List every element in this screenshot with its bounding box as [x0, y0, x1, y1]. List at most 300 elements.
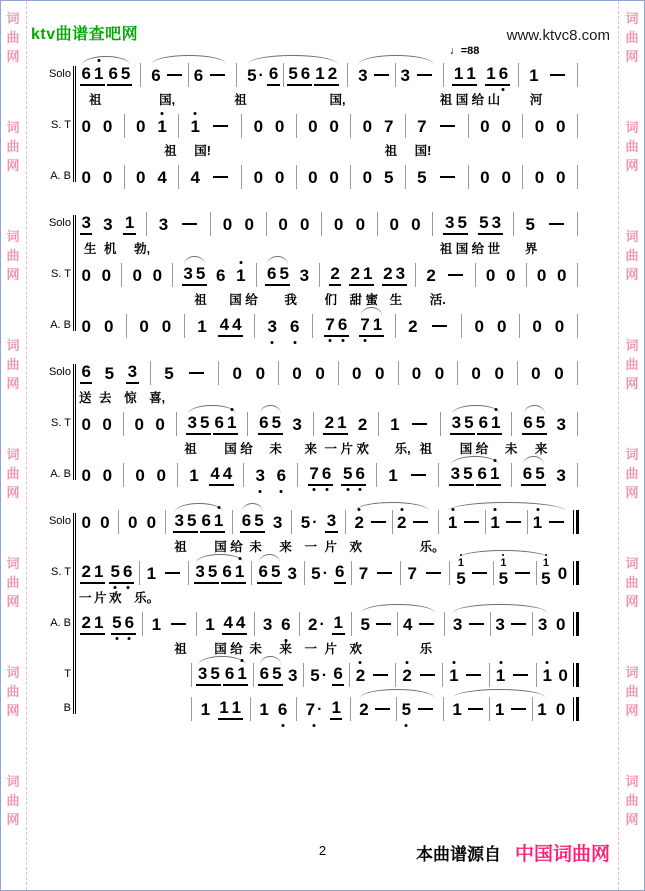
barline — [165, 510, 166, 534]
note-digit — [307, 168, 319, 187]
digit: 2 — [350, 264, 360, 283]
digit: 3 — [556, 465, 566, 485]
beamed-note-group — [123, 213, 135, 235]
note-token — [310, 564, 330, 583]
note-token — [156, 117, 168, 136]
watermark-char: 网 — [625, 267, 639, 282]
note-digit — [500, 117, 512, 136]
digit: 3 — [81, 213, 91, 232]
note-token — [163, 364, 175, 383]
digit: 0 — [101, 265, 112, 285]
digit: 0 — [253, 116, 264, 136]
dash-note — [419, 623, 434, 625]
note-digit — [173, 511, 185, 530]
note-token — [131, 266, 143, 285]
lyric: 国 给 — [214, 642, 243, 656]
note-digit — [80, 513, 92, 532]
note-digit — [80, 613, 92, 632]
note-digit — [359, 315, 371, 334]
digit: 5 — [417, 167, 427, 187]
note-digit — [470, 364, 482, 383]
notes-row — [79, 609, 580, 639]
note-digit — [555, 117, 567, 136]
stave-label-b: B — [63, 702, 71, 714]
note-digit — [425, 266, 437, 285]
lyrics-row — [79, 439, 580, 456]
stave-label-ab: A. B — [50, 468, 71, 480]
watermark-char: 曲 — [625, 684, 639, 699]
watermark-char: 曲 — [6, 30, 20, 45]
digit: 3 — [299, 265, 310, 285]
note-token — [387, 466, 399, 485]
note-token — [497, 558, 509, 588]
stave-st — [51, 260, 580, 307]
note-token — [361, 117, 373, 136]
lyric: 祖 — [164, 144, 177, 158]
watermark-char: 网 — [6, 376, 20, 391]
note-digit — [555, 466, 567, 485]
note-digit — [252, 168, 264, 187]
dash-note — [165, 572, 180, 574]
barline — [243, 463, 244, 487]
note-token — [150, 615, 162, 634]
barline — [398, 361, 399, 385]
slur-group — [185, 413, 239, 435]
note-token — [304, 700, 324, 719]
note-digit — [138, 317, 150, 336]
barline — [397, 612, 398, 636]
site-name-link[interactable]: ktv曲谱查吧网 — [31, 26, 139, 43]
beamed-note-group — [194, 562, 219, 584]
note-token — [382, 168, 394, 187]
lyric: 河 — [529, 93, 543, 107]
note-digit — [555, 415, 567, 434]
note-token — [536, 700, 548, 719]
note-token — [350, 364, 362, 383]
digit: 0 — [81, 316, 91, 336]
note-digit — [406, 564, 418, 583]
stave-label-solo: Solo — [48, 68, 71, 80]
barline — [139, 561, 140, 585]
note-token — [280, 615, 292, 634]
barline — [251, 561, 252, 585]
slur-group — [172, 511, 226, 533]
digit: 0 — [81, 414, 91, 434]
octave-dot-below — [313, 488, 316, 491]
note-digit — [350, 364, 362, 383]
note-digit — [100, 266, 112, 285]
barline — [443, 63, 444, 87]
watermark-char: 词 — [625, 556, 639, 571]
note-digit — [252, 117, 264, 136]
note-token — [484, 266, 496, 285]
note-token — [157, 215, 169, 234]
note-digit — [410, 215, 422, 234]
beamed-note-group — [258, 413, 283, 435]
note-digit — [356, 415, 368, 434]
note-digit — [291, 415, 303, 434]
note-token — [196, 317, 208, 336]
digit: 3 — [287, 665, 298, 685]
note-token — [524, 215, 536, 234]
stave-label-st: S. T — [51, 268, 71, 280]
digit: 3 — [255, 465, 266, 485]
note-digit — [357, 66, 369, 85]
source-site-link[interactable]: 中国词曲网 — [514, 844, 610, 865]
barline — [577, 165, 578, 189]
note-digit — [109, 562, 121, 581]
note-digit — [286, 564, 298, 583]
note-digit — [455, 569, 467, 588]
digit: 0 — [471, 363, 481, 383]
digit: 5 — [457, 213, 467, 232]
beamed-note-group — [257, 562, 282, 584]
note-digit — [230, 698, 242, 717]
barline — [304, 561, 305, 585]
octave-dot-above — [359, 661, 362, 664]
note-token — [400, 700, 412, 719]
lyric: 国 给 — [214, 540, 243, 554]
note-token — [473, 317, 485, 336]
note-digit — [530, 364, 542, 383]
digit: 4 — [219, 315, 230, 334]
digit: 1 — [372, 315, 383, 334]
barline — [140, 63, 141, 87]
note-token — [138, 317, 150, 336]
lyric: 国 给 — [229, 293, 258, 307]
note-token — [500, 117, 512, 136]
octave-dot-above — [161, 112, 164, 115]
watermark-char: 网 — [6, 267, 20, 282]
stave-label-solo: Solo — [48, 515, 71, 527]
digit: 2 — [81, 613, 91, 632]
note-digit — [111, 613, 123, 632]
note-digit — [236, 664, 248, 683]
digit: 0 — [556, 116, 566, 136]
note-token — [80, 317, 92, 336]
note-token — [258, 700, 270, 719]
digit: 0 — [351, 363, 362, 383]
digit: 4 — [157, 167, 167, 187]
note-token — [357, 66, 369, 85]
digit: 0 — [375, 363, 385, 383]
digit: 7 — [325, 315, 335, 334]
beamed-note-group — [218, 315, 243, 337]
note-digit — [374, 364, 386, 383]
note-token — [533, 168, 545, 187]
digit: 1 — [226, 413, 237, 432]
watermark-char: 词 — [625, 774, 639, 789]
digit: 1 — [491, 413, 501, 432]
note-digit — [221, 215, 233, 234]
note-digit — [533, 168, 545, 187]
lyric: 乐, — [394, 442, 411, 456]
barline — [468, 165, 469, 189]
note-digit — [476, 464, 488, 483]
digit: 1 — [200, 699, 211, 719]
beamed-note-group — [200, 511, 225, 533]
octave-dot-below — [405, 724, 408, 727]
note-digit — [307, 615, 327, 634]
note-digit — [314, 364, 326, 383]
lyric: 生 — [389, 293, 403, 307]
note-digit — [298, 266, 310, 285]
digit: 0 — [139, 316, 149, 336]
beamed-note-group — [477, 413, 502, 435]
digit: 0 — [362, 116, 373, 136]
lyrics-row — [79, 639, 580, 656]
page-number: 2 — [318, 843, 327, 858]
augmentation-dot: · — [317, 700, 323, 718]
dash-note — [472, 572, 487, 574]
barline — [253, 663, 254, 687]
note-digit — [534, 464, 546, 483]
note-token — [101, 168, 113, 187]
note-digit — [534, 413, 546, 432]
note-token — [160, 317, 172, 336]
note-digit — [156, 117, 168, 136]
note-digit — [80, 117, 92, 136]
lyric: 勃, — [134, 242, 151, 256]
barline — [232, 510, 233, 534]
note-token — [254, 364, 266, 383]
note-digit — [145, 564, 157, 583]
digit: 0 — [136, 167, 146, 187]
note-digit — [334, 562, 346, 581]
lyric: 祖 — [384, 144, 398, 158]
barline — [461, 314, 462, 338]
slur-group — [450, 697, 549, 721]
octave-dot-above — [239, 261, 242, 264]
stave-ab — [50, 162, 580, 192]
octave-dot-above — [499, 661, 502, 664]
digit: 1 — [213, 511, 224, 530]
note-digit — [145, 513, 157, 532]
note-token — [356, 415, 368, 434]
watermark-char: 曲 — [625, 575, 639, 590]
digit: 0 — [156, 465, 166, 485]
digit: 5 — [360, 614, 370, 634]
note-token — [451, 700, 463, 719]
digit: 1 — [542, 557, 549, 569]
note-digit — [388, 215, 400, 234]
lyric: 机 — [104, 242, 117, 256]
digit: 6 — [477, 464, 487, 483]
digit: 0 — [333, 214, 344, 234]
digit: 1 — [190, 116, 200, 136]
beamed-note-group — [450, 413, 475, 435]
note-digit — [326, 64, 338, 83]
notes-row — [189, 660, 580, 690]
note-digit — [451, 615, 463, 634]
left-dashed-border — [26, 1, 27, 890]
watermark-char: 网 — [625, 49, 639, 64]
digit: 1 — [388, 465, 398, 485]
note-digit — [101, 168, 113, 187]
note-digit — [233, 562, 245, 581]
note-digit — [92, 562, 104, 581]
barline — [350, 165, 351, 189]
note-digit — [332, 215, 344, 234]
note-token — [189, 117, 201, 136]
lyric: 祖 — [89, 93, 102, 107]
note-digit — [371, 315, 383, 334]
barline — [297, 463, 298, 487]
lyric: 祖 — [234, 93, 247, 107]
note-token — [531, 513, 543, 532]
digit: 3 — [103, 214, 113, 234]
digit: 4 — [235, 613, 246, 632]
slur-group — [357, 697, 437, 721]
note-digit — [209, 664, 221, 683]
system-3 — [29, 358, 580, 490]
digit: 5 — [288, 64, 298, 83]
barline — [283, 63, 284, 87]
note-token — [401, 615, 413, 634]
note-digit — [479, 117, 491, 136]
note-token — [102, 317, 114, 336]
note-digit — [494, 615, 506, 634]
note-digit — [307, 117, 319, 136]
note-digit — [452, 64, 464, 83]
note-digit — [101, 415, 113, 434]
stave-label-ab: A. B — [50, 617, 71, 629]
note-digit — [299, 215, 311, 234]
lyric: 生 — [84, 242, 97, 256]
digit: 5 — [535, 464, 545, 483]
slur-group — [79, 64, 133, 86]
digit: 1 — [532, 512, 543, 532]
beamed-note-group — [240, 511, 265, 533]
beamed-note-group — [109, 562, 134, 584]
digit: 0 — [506, 265, 516, 285]
octave-dot-above — [452, 661, 455, 664]
note-digit — [269, 562, 281, 581]
note-digit — [182, 264, 194, 283]
digit: 1 — [237, 664, 247, 683]
digit: 3 — [127, 362, 138, 381]
digit: 6 — [268, 64, 279, 83]
note-digit — [462, 464, 474, 483]
note-digit — [101, 117, 113, 136]
digit: 1 — [457, 557, 464, 569]
note-digit — [325, 511, 337, 530]
digit: 5 — [254, 511, 264, 530]
digit: 1 — [189, 465, 199, 485]
digit: 0 — [474, 316, 484, 336]
note-token — [557, 666, 569, 685]
note-digit — [188, 466, 200, 485]
slur-group — [454, 558, 553, 588]
augmentation-dot: · — [321, 666, 328, 684]
digit: 1 — [151, 614, 162, 634]
barline — [405, 114, 406, 138]
note-digit — [102, 317, 114, 336]
barline — [241, 114, 242, 138]
digit: 3 — [444, 213, 455, 232]
note-digit — [557, 666, 569, 685]
note-digit — [499, 558, 508, 568]
octave-dot-above — [241, 659, 244, 662]
note-digit — [240, 511, 252, 530]
note-digit — [416, 168, 428, 187]
note-digit — [163, 364, 175, 383]
octave-dot-above — [238, 557, 241, 560]
note-digit — [553, 317, 565, 336]
watermark-char: 词 — [6, 774, 20, 789]
note-token — [286, 564, 298, 583]
note-digit — [286, 666, 298, 685]
dash-note — [411, 474, 426, 476]
barline — [577, 114, 578, 138]
note-digit — [131, 266, 143, 285]
note-digit — [505, 266, 517, 285]
octave-dot-below — [329, 339, 332, 342]
note-digit — [107, 64, 119, 83]
barline — [142, 612, 143, 636]
lyric: 祖 — [174, 540, 187, 554]
note-token — [135, 117, 147, 136]
digit: 7 — [309, 464, 319, 483]
barline — [378, 412, 379, 436]
digit: 0 — [554, 316, 565, 336]
lyric: 来 — [534, 442, 548, 456]
note-token — [328, 168, 340, 187]
note-token — [102, 215, 114, 234]
note-digit — [299, 513, 319, 532]
lyrics-row — [79, 290, 580, 307]
digit: 3 — [451, 413, 462, 432]
notes-row — [79, 260, 580, 290]
octave-dot-above — [460, 554, 462, 556]
digit: 1 — [157, 116, 167, 136]
note-digit — [416, 117, 428, 136]
watermark-char: 词 — [625, 11, 639, 26]
digit: 5 — [464, 413, 474, 432]
beamed-note-group — [485, 64, 510, 86]
site-url-link[interactable]: www.ktvc8.com — [506, 27, 610, 44]
note-token — [358, 700, 370, 719]
note-token — [288, 317, 300, 336]
digit: 6 — [81, 64, 91, 83]
beamed-note-group — [126, 362, 138, 384]
note-digit — [309, 666, 329, 685]
stave-label-ab: A. B — [50, 170, 71, 182]
note-stack — [497, 558, 509, 588]
note-digit — [258, 664, 270, 683]
beamed-note-group — [218, 698, 243, 720]
digit: 0 — [102, 116, 113, 136]
note-token — [555, 117, 567, 136]
beamed-note-group — [478, 213, 503, 235]
barline — [312, 314, 313, 338]
beamed-note-group — [223, 664, 248, 686]
digit: 6 — [193, 65, 204, 85]
beamed-note-group — [107, 64, 132, 86]
digit: 5 — [383, 167, 394, 187]
note-digit — [463, 413, 475, 432]
note-digit — [541, 558, 550, 568]
digit: 3 — [174, 511, 184, 530]
note-digit — [533, 117, 545, 136]
note-digit — [353, 513, 365, 532]
system-1 — [29, 45, 580, 192]
barline — [299, 612, 300, 636]
watermark-char: 曲 — [6, 575, 20, 590]
notes-row — [79, 507, 580, 537]
barline — [196, 612, 197, 636]
dash-note — [440, 176, 455, 178]
